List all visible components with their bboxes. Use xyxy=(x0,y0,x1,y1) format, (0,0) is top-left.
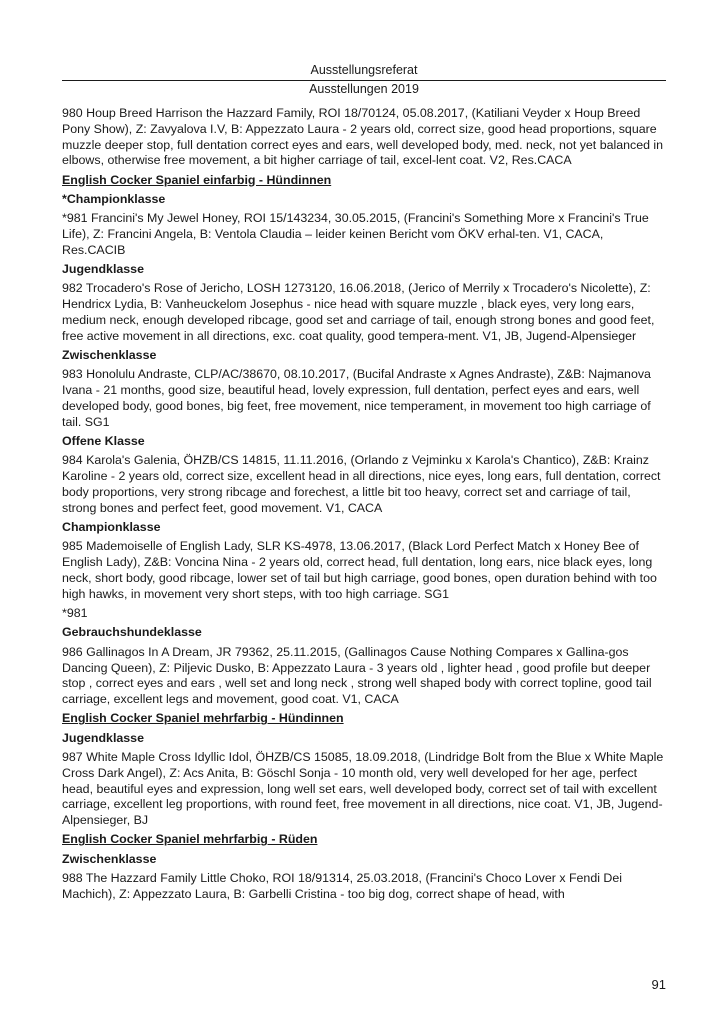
class-heading: Championklasse xyxy=(62,520,161,535)
entry-986: 986 Gallinagos In A Dream, JR 79362, 25.11.2015, (Gallinagos Cause Nothing Compares x Gallina-gos Dancing Queen), Z: Piljevic Dusko, B: Appezzato Laura - 3 years old , lighter head , good profile but deeper stop , correct eyes and ears , well set and long neck , strong well shaped body with correct topline, good tail carriage, excellent legs and movement, good coat. V1, CACA xyxy=(62,644,652,707)
class-heading: Gebrauchshundeklasse xyxy=(62,625,202,640)
entry-981: *981 Francini's My Jewel Honey, ROI 15/143234, 30.05.2015, (Francini's Something More x Francini's True Life), Z: Francini Angela, B: Ventola Claudia – leider keinen Bericht vom ÖKV erhal-ten. V1, CACA, Res.CACIB xyxy=(62,211,649,257)
page-number: 91 xyxy=(651,977,666,992)
entry-983: 983 Honolulu Andraste, CLP/AC/38670, 08.10.2017, (Bucifal Andraste x Agnes Andraste), Z&B: Najmanova Ivana - 21 months, good size, beautiful head, lovely expression, full dentation, perfect eyes and ears, well developed body, good bones, big feet, free movement, nice temperament, in movement too high carriage of tail. SG1 xyxy=(62,367,651,429)
header-title: Ausstellungsreferat xyxy=(310,63,418,77)
entry-988: 988 The Hazzard Family Little Choko, ROI 18/91314, 25.03.2018, (Francini's Choco Lover x Fendi Dei Machich), Z: Appezzato Laura, B: Garbelli Cristina - too big dog, correct shape of head, with xyxy=(62,871,623,901)
report-body xyxy=(62,106,666,906)
header-subtitle: Ausstellungen 2019 xyxy=(309,82,419,96)
entry-985: 985 Mademoiselle of English Lady, SLR KS-4978, 13.06.2017, (Black Lord Perfect Match x Honey Bee of English Lady), Z&B: Voncina Nina - 2 years old, correct head, full dentation, long ears, nice black eyes, long neck, short body, good ribcage, lower set of tail but high carriage, good bones, open duration behind with too high hawks, in movement very short steps, with too high carriage. SG1 xyxy=(62,539,657,601)
entry-982: 982 Trocadero's Rose of Jericho, LOSH 1273120, 16.06.2018, (Jerico of Merrily x Trocadero's Nicolette), Z: Hendricx Lydia, B: Vanheuckelom Josephus - nice head with square muzzle , black eyes, very long ears, medium neck, enough developed ribcage, good set and carriage of tail, enough strong bones and good feet, free active movement in all directions, exc. coat quality, good tempera-ment. V1, JB, Jugend-Alpensieger xyxy=(62,281,655,343)
entry-987: 987 White Maple Cross Idyllic Idol, ÖHZB/CS 15085, 18.09.2018, (Lindridge Bolt from the Blue x White Maple Cross Dark Angel), Z: Acs Anita, B: Göschl Sonja - 10 month old, very well developed for her age, perfect head, beautiful eyes and expression, long well set ears, well developed body, correct set of tail with excellent carriage, excellent leg proportions, with round feet, free movement in all directions, nice coat. V1, JB, Jugend-Alpensieger, BJ xyxy=(62,749,664,828)
entry-980: 980 Houp Breed Harrison the Hazzard Family, ROI 18/70124, 05.08.2017, (Katiliani Veyder x Houp Breed Pony Show), Z: Zavyalova I.V, B: Appezzato Laura - 2 years old, correct size, good head proportions, square muzzle deeper stop, full dentation correct eyes and ears, well developed body, med. neck, not yet balanced in elbows, otherwise free movement, a bit higher carriage of tail, excel-lent coat. V2, Res.CACA xyxy=(62,106,664,168)
breed-heading: English Cocker Spaniel mehrfarbig - Rüden xyxy=(62,832,318,847)
class-heading: *Championklasse xyxy=(62,191,166,206)
entry-984: 984 Karola's Galenia, ÖHZB/CS 14815, 11.11.2016, (Orlando z Vejminku x Karola's Chantico), Z&B: Krainz Karoline - 2 years old, correct size, excellent head in all directions, nice eyes, long ears, full dentation, correct body proportions, very strong ribcage and forechest, a little bit too heavy, correct set and carriage of tail, strong bones and perfect feet, good movement. V1, CACA xyxy=(62,453,661,515)
page-header xyxy=(62,62,666,97)
class-heading: Zwischenklasse xyxy=(62,348,157,363)
class-heading: Jugendklasse xyxy=(62,262,144,277)
entry-981-reference: *981 xyxy=(62,606,88,621)
class-heading: Zwischenklasse xyxy=(62,851,157,866)
breed-heading: English Cocker Spaniel einfarbig - Hündinnen xyxy=(62,172,332,187)
breed-heading: English Cocker Spaniel mehrfarbig - Hündinnen xyxy=(62,711,344,726)
class-heading: Jugendklasse xyxy=(62,730,144,745)
class-heading: Offene Klasse xyxy=(62,434,145,449)
